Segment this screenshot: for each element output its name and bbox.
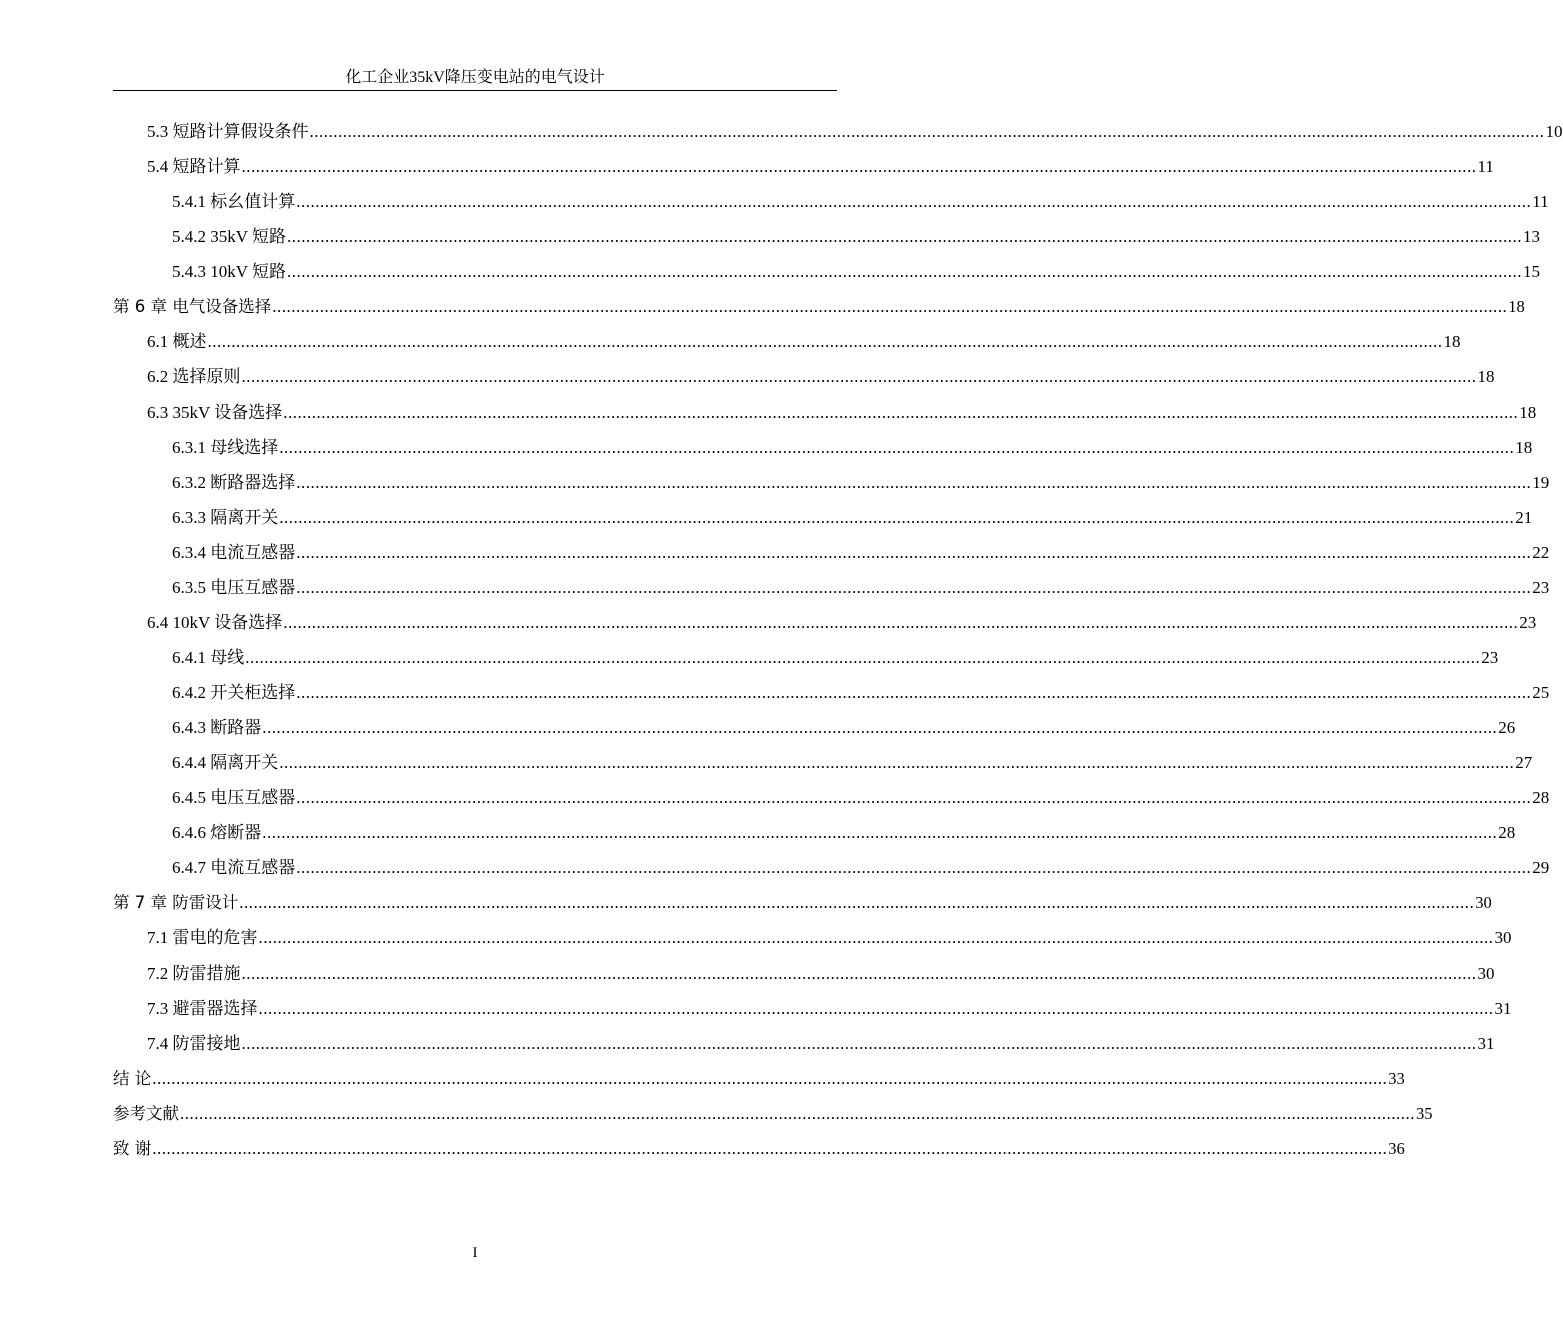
toc-entry[interactable] [113,850,1550,885]
toc-entry-title: 6.3.4 电流互感器 [172,542,296,562]
toc-entry[interactable] [113,500,1533,535]
toc-entry-title: 7.4 防雷接地 [147,1033,241,1053]
toc-entry-title: 6.4.2 开关柜选择 [172,683,296,702]
toc-entry-title: 5.4 短路计算 [147,157,241,177]
toc-dot-leader: .................................................................................................................................................................................................................................................................... [241,963,1477,983]
toc-entry[interactable] [113,359,1495,394]
toc-dot-leader: .................................................................................................................................................................................................................................................................... [296,472,1532,492]
toc-dot-leader: .................................................................................................................................................................................................................................................................... [245,647,1481,667]
toc-entry[interactable] [113,184,1549,219]
toc-entry-page: 33 [1388,1068,1405,1088]
toc-entry[interactable] [113,395,1537,430]
toc-entry-title: 结 论 [113,1068,152,1088]
toc-entry[interactable] [113,1026,1495,1061]
toc-entry-page: 30 [1477,963,1495,983]
toc-entry-page: 23 [1481,647,1499,667]
toc-entry-title: 6.4.5 电压互感器 [172,788,296,808]
toc-entry[interactable] [113,219,1540,254]
toc-entry-page: 22 [1532,542,1550,562]
toc-entry-title: 6.4 10kV 设备选择 [147,612,283,632]
toc-entry-title: 6.4.7 电流互感器 [172,858,296,878]
toc-entry-title: 6.3.2 断路器选择 [172,472,296,492]
toc-dot-leader: .................................................................................................................................................................................................................................................................... [296,577,1532,597]
toc-dot-leader: .................................................................................................................................................................................................................................................................... [241,367,1477,387]
toc-entry-title: 第 7 章 防雷设计 [113,893,239,913]
toc-entry-page: 15 [1522,262,1540,282]
toc-entry[interactable] [113,570,1550,605]
toc-dot-leader: .................................................................................................................................................................................................................................................................... [262,823,1498,843]
toc-entry-title: 6.1 概述 [147,332,207,352]
toc-entry[interactable] [113,114,1563,149]
toc-dot-leader: .................................................................................................................................................................................................................................................................... [296,192,1532,212]
toc-dot-leader: .................................................................................................................................................................................................................................................................... [296,683,1532,702]
toc-dot-leader: .................................................................................................................................................................................................................................................................... [258,998,1494,1018]
toc-dot-leader: .................................................................................................................................................................................................................................................................... [207,332,1443,352]
toc-entry[interactable] [113,465,1550,500]
toc-entry-page: 23 [1532,577,1550,597]
toc-entry-page: 27 [1515,753,1533,773]
toc-entry-title: 第 6 章 电气设备选择 [113,297,272,317]
toc-dot-leader: .................................................................................................................................................................................................................................................................... [296,542,1532,562]
toc-entry[interactable] [113,956,1495,991]
toc-entry[interactable] [113,535,1550,570]
toc-dot-leader: .................................................................................................................................................................................................................................................................... [296,858,1532,878]
toc-entry[interactable] [113,710,1516,745]
toc-dot-leader: .................................................................................................................................................................................................................................................................... [279,753,1515,773]
toc-entry[interactable] [113,745,1533,780]
toc-entry-page: 23 [1519,612,1537,632]
toc-entry-page: 18 [1508,297,1525,317]
toc-entry-title: 7.1 雷电的危害 [147,928,258,948]
toc-entry-page: 11 [1532,192,1549,212]
toc-entry-page: 19 [1532,472,1550,492]
toc-dot-leader: .................................................................................................................................................................................................................................................................... [279,437,1515,457]
toc-dot-leader: .................................................................................................................................................................................................................................................................... [286,262,1522,282]
toc-entry[interactable] [113,324,1461,359]
toc-entry[interactable] [113,149,1494,184]
toc-dot-leader: .................................................................................................................................................................................................................................................................... [262,718,1498,738]
toc-entry[interactable] [113,991,1512,1026]
toc-dot-leader: .................................................................................................................................................................................................................................................................... [152,1068,1388,1088]
toc-entry-page: 29 [1532,858,1550,878]
toc-entry-title: 5.4.2 35kV 短路 [172,227,286,247]
toc-dot-leader: .................................................................................................................................................................................................................................................................... [239,893,1475,913]
toc-entry[interactable] [113,1061,1405,1096]
toc-entry-page: 31 [1477,1033,1495,1053]
toc-dot-leader: .................................................................................................................................................................................................................................................................... [283,402,1519,422]
toc-entry-page: 36 [1388,1138,1405,1158]
toc-entry[interactable] [113,605,1537,640]
toc-entry-page: 21 [1515,507,1533,527]
toc-entry-page: 18 [1519,402,1537,422]
toc-entry-page: 13 [1522,227,1540,247]
toc-entry[interactable] [113,640,1499,675]
toc-entry-page: 25 [1532,683,1550,702]
toc-entry[interactable] [113,780,1550,815]
toc-entry-title: 7.2 防雷措施 [147,963,241,983]
toc-entry-page: 10 [1545,122,1563,141]
toc-entry-title: 5.3 短路计算假设条件 [147,122,309,141]
toc-entry-page: 18 [1515,437,1533,457]
toc-dot-leader: .................................................................................................................................................................................................................................................................... [279,507,1515,527]
header-rule [113,90,837,91]
toc-entry-title: 6.3.1 母线选择 [172,437,279,457]
toc-entry-page: 30 [1494,928,1512,948]
toc-entry-title: 6.4.1 母线 [172,647,245,667]
toc-dot-leader: .................................................................................................................................................................................................................................................................... [180,1103,1415,1123]
toc-entry-title: 6.4.3 断路器 [172,718,262,738]
toc-dot-leader: .................................................................................................................................................................................................................................................................... [152,1138,1388,1158]
toc-entry[interactable] [113,885,1492,920]
toc-entry-title: 6.3.5 电压互感器 [172,577,296,597]
table-of-contents [113,114,1563,1166]
toc-entry-title: 6.2 选择原则 [147,367,241,387]
toc-entry[interactable] [113,920,1512,955]
running-header: 化工企业35kV降压变电站的电气设计 [345,69,605,86]
toc-dot-leader: .................................................................................................................................................................................................................................................................... [309,122,1545,141]
toc-dot-leader: .................................................................................................................................................................................................................................................................... [258,928,1494,948]
toc-entry-title: 6.4.4 隔离开关 [172,753,279,773]
toc-entry[interactable] [113,1131,1405,1166]
toc-entry-page: 26 [1498,718,1516,738]
toc-entry[interactable] [113,430,1533,465]
toc-entry-page: 11 [1477,157,1494,177]
toc-entry-page: 28 [1532,788,1550,808]
toc-entry-title: 6.3 35kV 设备选择 [147,402,283,422]
toc-entry-page: 18 [1477,367,1495,387]
toc-entry[interactable] [113,815,1516,850]
toc-entry-title: 参考文献 [113,1103,179,1123]
toc-entry-title: 7.3 避雷器选择 [147,998,258,1018]
toc-entry-title: 致 谢 [113,1138,152,1158]
toc-entry-page: 35 [1416,1103,1433,1123]
toc-dot-leader: .................................................................................................................................................................................................................................................................... [241,157,1477,177]
toc-entry[interactable] [113,675,1550,710]
toc-entry-page: 31 [1494,998,1512,1018]
toc-entry-title: 5.4.3 10kV 短路 [172,262,286,282]
toc-entry-page: 18 [1443,332,1461,352]
toc-entry-page: 28 [1498,823,1516,843]
toc-dot-leader: .................................................................................................................................................................................................................................................................... [296,788,1532,808]
toc-entry[interactable] [113,289,1525,324]
toc-dot-leader: .................................................................................................................................................................................................................................................................... [283,612,1519,632]
toc-entry-title: 5.4.1 标幺值计算 [172,192,296,212]
toc-entry-title: 6.3.3 隔离开关 [172,507,279,527]
toc-entry-title: 6.4.6 熔断器 [172,823,262,843]
toc-dot-leader: .................................................................................................................................................................................................................................................................... [286,227,1522,247]
toc-entry-page: 30 [1475,893,1492,913]
toc-entry[interactable] [113,254,1540,289]
toc-dot-leader: .................................................................................................................................................................................................................................................................... [241,1033,1477,1053]
toc-entry[interactable] [113,1096,1433,1131]
page-number: I [472,1245,478,1261]
toc-dot-leader: .................................................................................................................................................................................................................................................................... [272,297,1508,317]
